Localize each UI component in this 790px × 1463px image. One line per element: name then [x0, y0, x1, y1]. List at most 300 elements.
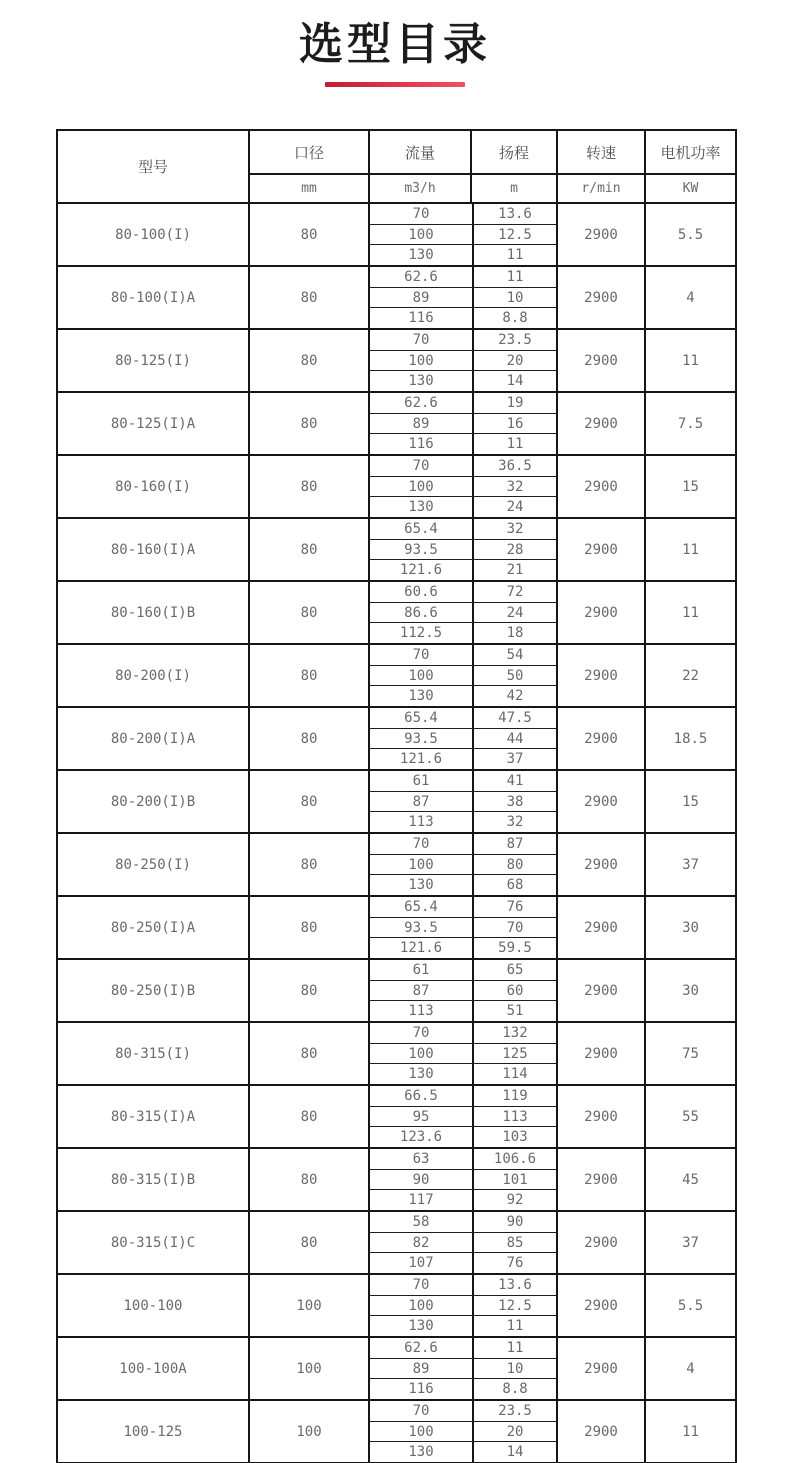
- speed-cell: 2900: [556, 834, 644, 895]
- model-cell: 80-125(I)A: [110, 415, 196, 432]
- head-cell: 23.5: [472, 330, 556, 350]
- power-cell: 30: [644, 960, 735, 1021]
- flow-cell: 100: [408, 667, 434, 684]
- power-cell: 5.5: [644, 204, 735, 265]
- flow-cell: 65.4: [404, 709, 438, 726]
- flow-cell: 82: [412, 1234, 430, 1251]
- diameter-cell: 100: [248, 1338, 368, 1399]
- flow-cell: 70: [412, 1276, 430, 1293]
- flow-head-subtable: [368, 519, 556, 580]
- head-cell: 11: [472, 245, 556, 265]
- head-cell: 23.5: [472, 1401, 556, 1421]
- flow-cell: 58: [412, 1213, 430, 1230]
- diameter-cell: 80: [248, 960, 368, 1021]
- head-cell: 41: [472, 771, 556, 791]
- flow-head-row: [370, 287, 556, 308]
- flow-head-row: [370, 496, 556, 517]
- flow-head-row: [370, 1063, 556, 1084]
- speed-cell: 2900: [556, 771, 644, 832]
- selection-table: [56, 129, 737, 1463]
- flow-head-row: [370, 1338, 556, 1358]
- diameter-cell: 80: [248, 1212, 368, 1273]
- head-cell: 90: [472, 1212, 556, 1232]
- flow-cell: 130: [408, 373, 434, 390]
- head-cell: 54: [472, 645, 556, 665]
- flow-cell: 100: [408, 1423, 434, 1440]
- flow-head-subtable: [368, 1023, 556, 1084]
- table-body: [58, 202, 735, 1463]
- speed-cell: 2900: [556, 1338, 644, 1399]
- head-cell: 103: [472, 1127, 556, 1147]
- flow-head-subtable: [368, 1338, 556, 1399]
- model-cell: 80-125(I): [115, 352, 191, 369]
- flow-cell: 70: [412, 205, 430, 222]
- flow-head-row: [370, 834, 556, 854]
- flow-head-row: [370, 1252, 556, 1273]
- speed-cell: 2900: [556, 582, 644, 643]
- model-cell: 100-100: [123, 1297, 183, 1314]
- flow-head-row: [370, 350, 556, 371]
- flow-cell: 61: [412, 961, 430, 978]
- flow-cell: 113: [408, 1003, 434, 1020]
- diameter-cell: 80: [248, 204, 368, 265]
- flow-head-row: [370, 960, 556, 980]
- power-cell: 22: [644, 645, 735, 706]
- power-cell: 5.5: [644, 1275, 735, 1336]
- speed-cell: 2900: [556, 393, 644, 454]
- flow-head-row: [370, 1275, 556, 1295]
- flow-cell: 90: [412, 1171, 430, 1188]
- flow-head-subtable: [368, 1275, 556, 1336]
- diameter-cell: 80: [248, 645, 368, 706]
- model-cell: 80-250(I)A: [110, 919, 196, 936]
- table-row: [58, 1399, 735, 1462]
- head-cell: 18: [472, 623, 556, 643]
- flow-head-row: [370, 748, 556, 769]
- flow-head-row: [370, 1295, 556, 1316]
- speed-cell: 2900: [556, 456, 644, 517]
- diameter-cell: 80: [248, 1086, 368, 1147]
- table-row: [58, 580, 735, 643]
- speed-cell: 2900: [556, 708, 644, 769]
- flow-cell: 63: [412, 1150, 430, 1167]
- flow-head-row: [370, 645, 556, 665]
- flow-cell: 89: [412, 415, 430, 432]
- table-row: [58, 328, 735, 391]
- head-cell: 14: [472, 371, 556, 391]
- flow-head-subtable: [368, 897, 556, 958]
- speed-cell: 2900: [556, 1275, 644, 1336]
- flow-cell: 130: [408, 247, 434, 264]
- flow-cell: 123.6: [399, 1129, 443, 1146]
- flow-cell: 87: [412, 793, 430, 810]
- flow-head-row: [370, 413, 556, 434]
- head-cell: 47.5: [472, 708, 556, 728]
- head-cell: 12.5: [472, 225, 556, 245]
- diameter-cell: 80: [248, 582, 368, 643]
- head-cell: 68: [472, 875, 556, 895]
- power-cell: 37: [644, 834, 735, 895]
- head-cell: 8.8: [472, 1379, 556, 1399]
- head-cell: 44: [472, 729, 556, 749]
- unit-diameter-cell: mm: [248, 175, 368, 202]
- flow-cell: 93.5: [404, 919, 438, 936]
- header-head-cell: 扬程: [470, 131, 556, 173]
- speed-cell: 2900: [556, 897, 644, 958]
- flow-cell: 121.6: [399, 562, 443, 579]
- header-power-cell: 电机功率: [644, 131, 735, 173]
- head-cell: 50: [472, 666, 556, 686]
- speed-cell: 2900: [556, 1212, 644, 1273]
- power-cell: 15: [644, 771, 735, 832]
- flow-head-row: [370, 1169, 556, 1190]
- model-cell: 80-160(I): [115, 478, 191, 495]
- table-row: [58, 1147, 735, 1210]
- flow-head-subtable: [368, 582, 556, 643]
- head-cell: 32: [472, 519, 556, 539]
- power-cell: 30: [644, 897, 735, 958]
- unit-flow-cell: m3/h: [368, 175, 470, 202]
- head-cell: 12.5: [472, 1296, 556, 1316]
- head-cell: 51: [472, 1001, 556, 1021]
- header-model-cell: 型号: [137, 158, 168, 176]
- flow-cell: 70: [412, 1402, 430, 1419]
- diameter-cell: 80: [248, 708, 368, 769]
- flow-head-subtable: [368, 1086, 556, 1147]
- table-row: [58, 832, 735, 895]
- flow-head-row: [370, 1043, 556, 1064]
- table-header: [58, 131, 735, 202]
- head-cell: 13.6: [472, 1275, 556, 1295]
- flow-cell: 130: [408, 877, 434, 894]
- model-cell: 80-250(I): [115, 856, 191, 873]
- power-cell: 55: [644, 1086, 735, 1147]
- flow-head-row: [370, 685, 556, 706]
- flow-head-subtable: [368, 834, 556, 895]
- head-cell: 59.5: [472, 938, 556, 958]
- speed-cell: 2900: [556, 645, 644, 706]
- head-cell: 11: [472, 1316, 556, 1336]
- head-cell: 72: [472, 582, 556, 602]
- flow-cell: 70: [412, 835, 430, 852]
- power-cell: 45: [644, 1149, 735, 1210]
- flow-head-row: [370, 771, 556, 791]
- model-cell: 80-100(I)A: [110, 289, 196, 306]
- flow-cell: 113: [408, 814, 434, 831]
- flow-head-row: [370, 1401, 556, 1421]
- flow-cell: 121.6: [399, 751, 443, 768]
- flow-cell: 65.4: [404, 520, 438, 537]
- flow-head-row: [370, 1421, 556, 1442]
- head-cell: 32: [472, 812, 556, 832]
- table-row: [58, 958, 735, 1021]
- flow-head-row: [370, 1126, 556, 1147]
- flow-cell: 130: [408, 1318, 434, 1335]
- head-cell: 76: [472, 1253, 556, 1273]
- flow-head-row: [370, 1315, 556, 1336]
- head-cell: 114: [472, 1064, 556, 1084]
- head-cell: 113: [472, 1107, 556, 1127]
- speed-cell: 2900: [556, 204, 644, 265]
- flow-head-row: [370, 1358, 556, 1379]
- unit-speed-cell: r/min: [556, 175, 644, 202]
- diameter-cell: 80: [248, 771, 368, 832]
- flow-cell: 87: [412, 982, 430, 999]
- head-cell: 101: [472, 1170, 556, 1190]
- model-cell: 80-200(I): [115, 667, 191, 684]
- flow-head-row: [370, 307, 556, 328]
- table-row: [58, 1084, 735, 1147]
- flow-head-row: [370, 897, 556, 917]
- table-row: [58, 265, 735, 328]
- model-cell: 80-160(I)B: [110, 604, 196, 621]
- flow-cell: 116: [408, 1381, 434, 1398]
- flow-head-row: [370, 874, 556, 895]
- table-row: [58, 454, 735, 517]
- head-cell: 119: [472, 1086, 556, 1106]
- header-flow-cell: 流量: [368, 131, 470, 173]
- flow-cell: 89: [412, 289, 430, 306]
- model-cell: 80-200(I)A: [110, 730, 196, 747]
- diameter-cell: 80: [248, 897, 368, 958]
- diameter-cell: 80: [248, 330, 368, 391]
- model-cell: 80-100(I): [115, 226, 191, 243]
- flow-head-row: [370, 519, 556, 539]
- flow-head-subtable: [368, 645, 556, 706]
- speed-cell: 2900: [556, 1023, 644, 1084]
- flow-head-row: [370, 622, 556, 643]
- power-cell: 75: [644, 1023, 735, 1084]
- flow-cell: 100: [408, 856, 434, 873]
- flow-head-subtable: [368, 1212, 556, 1273]
- table-row: [58, 706, 735, 769]
- model-cell: 80-315(I)B: [110, 1171, 196, 1188]
- flow-head-row: [370, 267, 556, 287]
- flow-head-row: [370, 393, 556, 413]
- flow-head-row: [370, 330, 556, 350]
- head-cell: 85: [472, 1233, 556, 1253]
- power-cell: 15: [644, 456, 735, 517]
- head-cell: 32: [472, 477, 556, 497]
- diameter-cell: 100: [248, 1275, 368, 1336]
- flow-head-row: [370, 582, 556, 602]
- power-cell: 4: [644, 1338, 735, 1399]
- diameter-cell: 80: [248, 393, 368, 454]
- head-cell: 132: [472, 1023, 556, 1043]
- speed-cell: 2900: [556, 960, 644, 1021]
- table-row: [58, 769, 735, 832]
- flow-cell: 61: [412, 772, 430, 789]
- flow-head-subtable: [368, 204, 556, 265]
- page-title: 选型目录: [299, 19, 491, 70]
- flow-head-row: [370, 244, 556, 265]
- flow-cell: 66.5: [404, 1087, 438, 1104]
- head-cell: 28: [472, 540, 556, 560]
- head-cell: 8.8: [472, 308, 556, 328]
- flow-cell: 130: [408, 1066, 434, 1083]
- model-cell: 80-315(I)A: [110, 1108, 196, 1125]
- flow-cell: 100: [408, 352, 434, 369]
- head-cell: 16: [472, 414, 556, 434]
- flow-cell: 93.5: [404, 730, 438, 747]
- flow-cell: 60.6: [404, 583, 438, 600]
- flow-head-row: [370, 917, 556, 938]
- flow-cell: 70: [412, 457, 430, 474]
- flow-cell: 62.6: [404, 394, 438, 411]
- power-cell: 11: [644, 330, 735, 391]
- head-cell: 11: [472, 267, 556, 287]
- speed-cell: 2900: [556, 330, 644, 391]
- head-cell: 20: [472, 1422, 556, 1442]
- flow-head-row: [370, 1212, 556, 1232]
- diameter-cell: 80: [248, 1149, 368, 1210]
- flow-cell: 112.5: [399, 625, 443, 642]
- flow-cell: 100: [408, 226, 434, 243]
- flow-cell: 107: [408, 1255, 434, 1272]
- head-cell: 37: [472, 749, 556, 769]
- flow-head-subtable: [368, 330, 556, 391]
- flow-head-row: [370, 1086, 556, 1106]
- flow-head-subtable: [368, 1149, 556, 1210]
- flow-head-row: [370, 1232, 556, 1253]
- table-row: [58, 1021, 735, 1084]
- header-diameter-cell: 口径: [248, 131, 368, 173]
- flow-head-row: [370, 1023, 556, 1043]
- flow-head-subtable: [368, 708, 556, 769]
- head-cell: 80: [472, 855, 556, 875]
- speed-cell: 2900: [556, 1086, 644, 1147]
- table-row: [58, 1210, 735, 1273]
- flow-cell: 130: [408, 688, 434, 705]
- flow-head-row: [370, 1000, 556, 1021]
- head-cell: 106.6: [472, 1149, 556, 1169]
- head-cell: 125: [472, 1044, 556, 1064]
- flow-cell: 130: [408, 1444, 434, 1461]
- power-cell: 4: [644, 267, 735, 328]
- diameter-cell: 80: [248, 519, 368, 580]
- head-cell: 10: [472, 288, 556, 308]
- power-cell: 37: [644, 1212, 735, 1273]
- speed-cell: 2900: [556, 1401, 644, 1462]
- speed-cell: 2900: [556, 267, 644, 328]
- head-cell: 92: [472, 1190, 556, 1210]
- power-cell: 18.5: [644, 708, 735, 769]
- flow-head-subtable: [368, 267, 556, 328]
- flow-head-subtable: [368, 1401, 556, 1462]
- header-label-row: [248, 131, 735, 175]
- flow-cell: 95: [412, 1108, 430, 1125]
- flow-head-row: [370, 791, 556, 812]
- head-cell: 60: [472, 981, 556, 1001]
- speed-cell: 2900: [556, 1149, 644, 1210]
- header-right-columns: [248, 131, 735, 202]
- flow-head-subtable: [368, 456, 556, 517]
- table-row: [58, 1273, 735, 1336]
- head-cell: 36.5: [472, 456, 556, 476]
- flow-cell: 65.4: [404, 898, 438, 915]
- diameter-cell: 100: [248, 1401, 368, 1462]
- head-cell: 87: [472, 834, 556, 854]
- diameter-cell: 80: [248, 1023, 368, 1084]
- speed-cell: 2900: [556, 519, 644, 580]
- flow-head-row: [370, 854, 556, 875]
- flow-cell: 100: [408, 478, 434, 495]
- flow-head-row: [370, 980, 556, 1001]
- head-cell: 65: [472, 960, 556, 980]
- model-cell: 80-160(I)A: [110, 541, 196, 558]
- flow-head-row: [370, 937, 556, 958]
- head-cell: 20: [472, 351, 556, 371]
- flow-head-row: [370, 204, 556, 224]
- head-cell: 11: [472, 434, 556, 454]
- flow-head-row: [370, 433, 556, 454]
- table-row: [58, 517, 735, 580]
- flow-head-row: [370, 1106, 556, 1127]
- table-row: [58, 643, 735, 706]
- flow-cell: 121.6: [399, 940, 443, 957]
- flow-cell: 100: [408, 1297, 434, 1314]
- model-cell: 80-200(I)B: [110, 793, 196, 810]
- flow-cell: 86.6: [404, 604, 438, 621]
- diameter-cell: 80: [248, 456, 368, 517]
- table-row: [58, 1336, 735, 1399]
- title-underline-accent: [325, 82, 465, 87]
- flow-head-row: [370, 224, 556, 245]
- flow-cell: 116: [408, 310, 434, 327]
- head-cell: 24: [472, 497, 556, 517]
- head-cell: 42: [472, 686, 556, 706]
- flow-head-row: [370, 1149, 556, 1169]
- flow-head-row: [370, 456, 556, 476]
- diameter-cell: 80: [248, 267, 368, 328]
- flow-head-subtable: [368, 771, 556, 832]
- flow-head-row: [370, 539, 556, 560]
- head-cell: 14: [472, 1442, 556, 1462]
- flow-cell: 93.5: [404, 541, 438, 558]
- flow-cell: 62.6: [404, 268, 438, 285]
- flow-head-row: [370, 665, 556, 686]
- flow-cell: 116: [408, 436, 434, 453]
- flow-head-row: [370, 1378, 556, 1399]
- power-cell: 11: [644, 1401, 735, 1462]
- unit-power-cell: KW: [644, 175, 735, 202]
- flow-head-row: [370, 602, 556, 623]
- flow-head-row: [370, 559, 556, 580]
- header-unit-row: [248, 175, 735, 202]
- head-cell: 19: [472, 393, 556, 413]
- power-cell: 7.5: [644, 393, 735, 454]
- head-cell: 11: [472, 1338, 556, 1358]
- flow-cell: 70: [412, 646, 430, 663]
- flow-cell: 62.6: [404, 1339, 438, 1356]
- table-row: [58, 202, 735, 265]
- power-cell: 11: [644, 582, 735, 643]
- head-cell: 38: [472, 792, 556, 812]
- model-cell: 100-125: [123, 1423, 183, 1440]
- head-cell: 76: [472, 897, 556, 917]
- model-cell: 80-315(I)C: [110, 1234, 196, 1251]
- table-row: [58, 391, 735, 454]
- head-cell: 21: [472, 560, 556, 580]
- flow-head-row: [370, 811, 556, 832]
- model-cell: 100-100A: [119, 1360, 187, 1377]
- unit-head-cell: m: [470, 175, 556, 202]
- flow-head-row: [370, 708, 556, 728]
- diameter-cell: 80: [248, 834, 368, 895]
- flow-head-row: [370, 370, 556, 391]
- flow-cell: 130: [408, 499, 434, 516]
- table-row: [58, 895, 735, 958]
